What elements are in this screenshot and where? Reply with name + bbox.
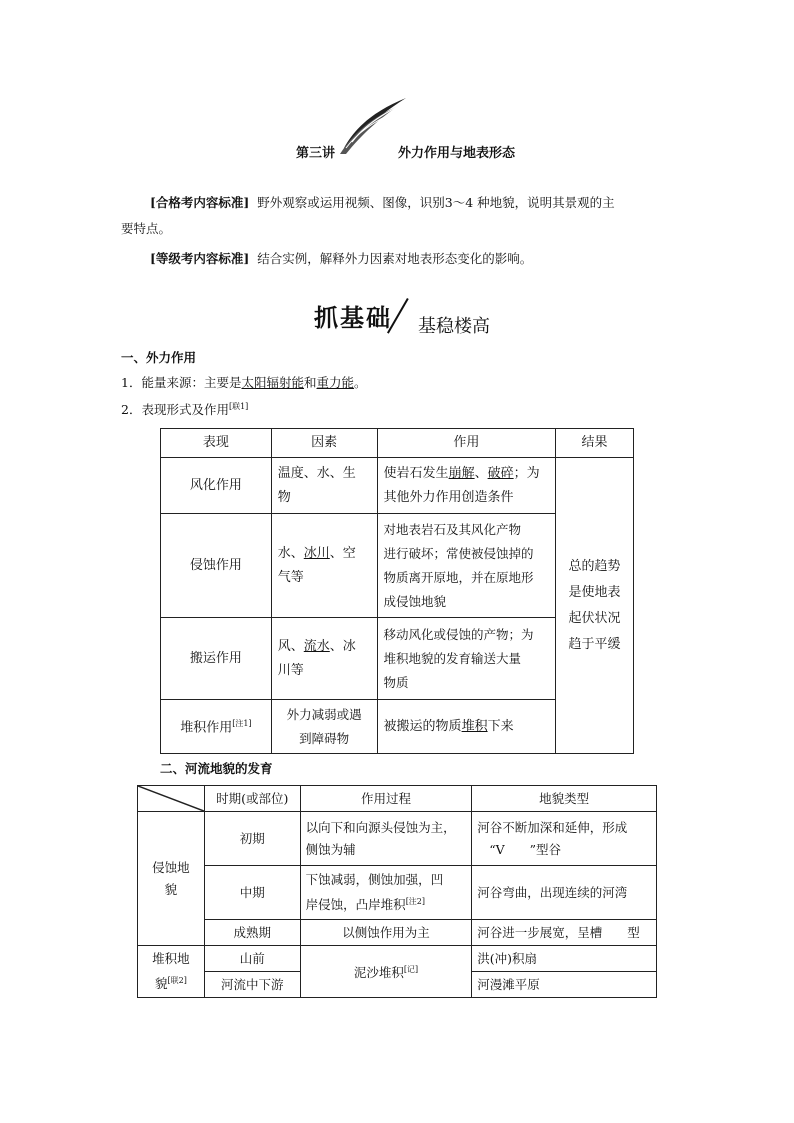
- effect-cell: [377, 458, 556, 514]
- effect-underlined: 堆积: [461, 718, 488, 734]
- period-cell: 中期: [204, 866, 300, 920]
- basic-standard-text: 野外观察或运用视频、图像，识别3～4 种地貌，说明其景观的主: [257, 195, 615, 210]
- forms-heading: [121, 400, 248, 418]
- forms-heading-note: [联1]: [228, 401, 249, 411]
- effect-underlined: 破碎: [487, 465, 514, 481]
- advanced-standard: [150, 247, 710, 271]
- group-cell-erosion: [138, 812, 205, 946]
- effect-text: 对地表岩石及其风化产物: [383, 521, 522, 537]
- effect-text: 物质: [383, 674, 409, 690]
- process-text: 侧蚀为辅: [305, 841, 356, 857]
- group-text: 貌: [155, 976, 168, 992]
- effect-text: 成侵蚀地貌: [383, 593, 447, 609]
- form-cell: 侵蚀作用: [161, 514, 272, 618]
- chapter-number: 第三讲: [296, 146, 336, 161]
- form-text: 堆积作用: [180, 720, 233, 736]
- effect-text: ；为: [513, 465, 540, 481]
- factor-cell: [271, 458, 377, 514]
- factor-text: 川等: [277, 662, 304, 678]
- process-text: 岸侵蚀，凸岸堆积: [305, 897, 406, 913]
- energy-gravity: 重力能: [316, 375, 355, 390]
- process-note: [记]: [403, 964, 419, 974]
- factor-text: 、空: [329, 545, 356, 561]
- factor-cell: [271, 700, 377, 754]
- table-header: 结果: [556, 429, 634, 458]
- landform-text: “V ”型谷: [489, 841, 562, 857]
- diagonal-header-cell: [138, 786, 205, 812]
- group-text: 侵蚀地: [152, 859, 190, 875]
- factor-text: 气等: [277, 569, 304, 585]
- effect-text: 进行破坏；常使被侵蚀掉的: [383, 545, 534, 561]
- table-row: [138, 946, 657, 972]
- external-forces-table: [160, 428, 634, 754]
- chapter-title: 外力作用与地表形态: [398, 146, 516, 161]
- period-cell: 初期: [204, 812, 300, 866]
- river-landform-table: [137, 785, 657, 998]
- landform-cell: 河谷弯曲，出现连续的河湾: [472, 866, 657, 920]
- basic-standard: [150, 191, 690, 215]
- effect-text: 、: [474, 465, 488, 481]
- section-band-small: 基稳楼高: [418, 316, 490, 337]
- landform-cell: 河谷进一步展宽，呈槽 型: [472, 920, 657, 946]
- process-text: 泥沙堆积: [353, 965, 404, 981]
- form-note: [注1]: [232, 719, 252, 729]
- energy-prefix: 1．能量来源：主要是: [121, 375, 242, 390]
- table-header-row: [161, 429, 634, 458]
- table-header: 因素: [271, 429, 377, 458]
- table-header: 作用过程: [300, 786, 472, 812]
- factor-text: 、冰: [329, 638, 356, 654]
- period-cell: 河流中下游: [204, 972, 300, 998]
- process-cell: [300, 866, 472, 920]
- process-cell: [300, 946, 472, 998]
- factor-text: 温度、水、生: [277, 465, 356, 481]
- factor-text: 到障碍物: [299, 730, 350, 746]
- energy-source: [121, 373, 367, 391]
- factor-text: 物: [277, 489, 291, 505]
- section-band: [314, 298, 514, 340]
- table-header: 地貌类型: [472, 786, 657, 812]
- factor-cell: [271, 514, 377, 618]
- effect-text: 被搬运的物质: [383, 718, 462, 734]
- forms-heading-text: 2．表现形式及作用: [121, 402, 229, 417]
- table-row: [138, 920, 657, 946]
- basic-standard-label: [合格考内容标准]: [150, 195, 250, 210]
- section2-heading: 二、河流地貌的发育: [160, 761, 273, 776]
- period-cell: 成熟期: [204, 920, 300, 946]
- result-line: 趋于平缓: [568, 636, 621, 652]
- table-header: 作用: [377, 429, 556, 458]
- energy-solar: 太阳辐射能: [241, 375, 304, 390]
- basic-standard-cont: 要特点。: [121, 221, 172, 236]
- factor-underlined: 冰川: [303, 545, 330, 561]
- group-text: 堆积地: [152, 950, 190, 966]
- factor-underlined: 流水: [303, 638, 330, 654]
- process-cell: 以侧蚀作用为主: [300, 920, 472, 946]
- factor-text: 风、: [277, 638, 304, 654]
- energy-suffix: 。: [354, 375, 367, 390]
- result-cell: [556, 458, 634, 754]
- table-header: 表现: [161, 429, 272, 458]
- factor-cell: [271, 618, 377, 700]
- group-cell-deposition: [138, 946, 205, 998]
- process-cell: [300, 812, 472, 866]
- section1-heading: 一、外力作用: [121, 350, 197, 365]
- result-line: 是使地表: [568, 584, 621, 600]
- result-line: 起伏状况: [568, 610, 621, 626]
- landform-cell: 洪(冲)积扇: [472, 946, 657, 972]
- effect-text: 物质离开原地，并在原地形: [383, 569, 534, 585]
- section-band-big: 抓基础: [314, 304, 392, 332]
- effect-cell: [377, 618, 556, 700]
- factor-text: 水、: [277, 545, 304, 561]
- effect-cell: [377, 514, 556, 618]
- effect-text: 其他外力作用创造条件: [383, 489, 514, 505]
- period-cell: 山前: [204, 946, 300, 972]
- effect-text: 移动风化或侵蚀的产物；为: [383, 626, 534, 642]
- form-cell: 搬运作用: [161, 618, 272, 700]
- factor-text: 外力减弱或遇: [286, 706, 362, 722]
- form-cell: [161, 700, 272, 754]
- table-row: [138, 866, 657, 920]
- group-note: [联2]: [167, 975, 187, 985]
- landform-text: 河谷不断加深和延伸，形成: [477, 819, 628, 835]
- effect-text: 下来: [487, 718, 514, 734]
- landform-cell: [472, 812, 657, 866]
- effect-text: 使岩石发生: [383, 465, 449, 481]
- result-line: 总的趋势: [568, 558, 621, 574]
- process-note: [注2]: [405, 896, 426, 906]
- table-header: 时期(或部位): [204, 786, 300, 812]
- effect-cell: [377, 700, 556, 754]
- advanced-standard-label: [等级考内容标准]: [150, 251, 250, 266]
- table-row: [161, 458, 634, 514]
- group-text: 貌: [164, 881, 178, 897]
- table-row: [138, 812, 657, 866]
- landform-cell: 河漫滩平原: [472, 972, 657, 998]
- advanced-standard-text: 结合实例，解释外力因素对地表形态变化的影响。: [257, 251, 533, 266]
- effect-underlined: 崩解: [448, 465, 475, 481]
- process-text: 以向下和向源头侵蚀为主，: [305, 819, 456, 835]
- energy-mid: 和: [303, 375, 317, 390]
- form-cell: 风化作用: [161, 458, 272, 514]
- effect-text: 堆积地貌的发育输送大量: [383, 650, 522, 666]
- table-header-row: [138, 786, 657, 812]
- process-text: 下蚀减弱，侧蚀加强，凹: [305, 871, 444, 887]
